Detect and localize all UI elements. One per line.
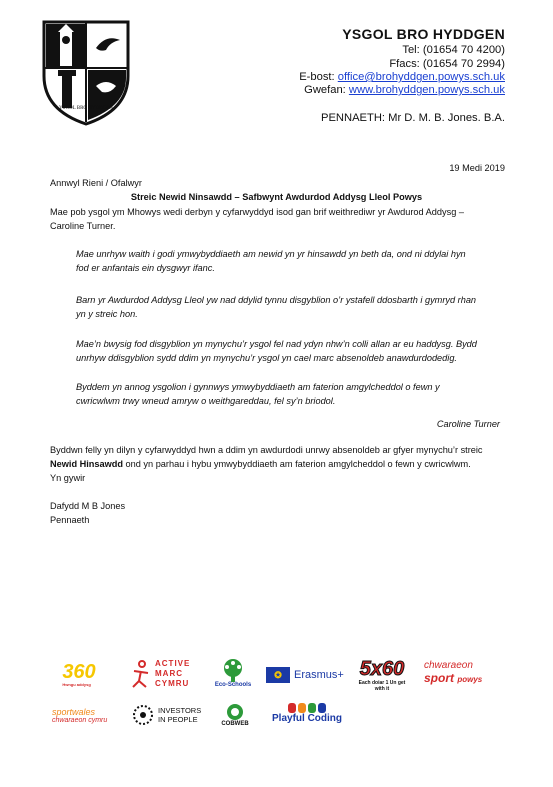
head-teacher: PENNAETH: Mr D. M. B. Jones. B.A. [320,112,505,124]
logo-eco-schools [210,652,256,694]
5x60-number: 5x60 [359,658,405,680]
intro-paragraph [50,206,500,234]
letter-date: 19 Medi 2019 [449,163,505,173]
playful-figures-icon [288,703,326,713]
quote-paragraph [76,248,496,276]
signature-name: Dafydd M B Jones [50,501,126,511]
email-label: E-bost: [299,71,338,83]
website-link[interactable]: www.brohyddgen.powys.sch.uk [348,84,505,96]
signature-title: Pennaeth [50,514,90,525]
cobweb-text: COBWEB [221,721,249,727]
website-label: Gwefan: [304,84,349,96]
eco-tree-icon [218,658,248,682]
signoff: Yn gywir [50,472,86,483]
quote-line: yn y streic hon. [76,308,138,319]
quote-paragraph [76,294,496,322]
logo-active-marc [130,656,202,692]
sport-text: sport [424,670,454,685]
school-crest [40,18,132,128]
closing-rest: ond yn parhau i hybu ymwybyddiaeth am faterion amgylcheddol o fewn y cwricwlwm. [123,458,471,469]
quote-line: fod er anfantais ein dysgwyr ifanc. [76,262,215,273]
cymru-text: CYMRU [155,679,190,688]
5x60-sub: Each doiar 1 Un get with it [358,680,406,692]
logo-chwaraeon-sport-powys [424,654,504,690]
closing-line: Byddwn felly yn dilyn y cyfarwyddyd hwn a ddim yn awdurdodi unrwy absenoldeb ar gfyer mynychu’r streic [50,445,483,455]
active-text: ACTIVE [155,659,191,668]
eu-flag-icon: ✪ [266,667,290,683]
website-line [304,84,505,96]
quote-author: Caroline Turner [436,419,500,429]
logo-360 [54,656,104,692]
investors-ring-icon [132,704,154,726]
quote-line: Mae unrhyw waith i godi ymwybyddiaeth am newid yn yr hinsawdd yn beth da, ond ni ddylai hyn [76,249,466,259]
quote-line: unrhyw ddisgyblion sydd ddim yn mynychu’r ysgol yn cael marc absenoldeb anawdurdodedig. [76,352,457,363]
quote-paragraph [76,338,496,366]
erasmus-text: Erasmus+ [294,669,344,681]
marc-text: MARC [155,669,183,678]
logo-360-number: 360 [62,660,96,683]
logo-5x60 [354,650,410,700]
quote-line: Mae’n bwysig fod disgyblion yn mynychu’r ysgol fel nad ydyn nhw’n colli allan ar eu haddysg. Bydd [76,339,477,349]
fax: Ffacs: (01654 70 2994) [389,58,505,70]
closing-paragraph [50,444,500,485]
quote-line: Byddem yn annog ysgolion i gynnwys ymwybyddiaeth am faterion amgylcheddol o fewn y [76,382,440,392]
email-link[interactable]: office@brohyddgen.powys.sch.uk [337,71,505,83]
in-people-text: IN PEOPLE [158,715,198,724]
logo-investors-in-people [132,700,204,730]
quote-line: cwricwlwm trwy wneud amryw o weithgareddau, fel sy’n briodol. [76,395,336,406]
closing-line [50,458,500,472]
logo-sport-wales [52,702,112,728]
logo-cobweb [208,700,262,730]
telephone: Tel: (01654 70 4200) [402,44,505,56]
playful-coding-text: Playful Coding [272,712,342,724]
sportwales-text: sportwales [52,706,96,717]
quote-paragraph [76,381,496,409]
email-line [299,71,505,83]
quote-line: Barn yr Awdurdod Addysg Lleol yw nad ddylid tynnu disgyblion o’r ystafell ddosbarth i gymryd rhan [76,295,477,305]
intro-line: Caroline Turner. [50,220,116,231]
logo-360-sub: Hwngu addysg [62,681,91,687]
signature-block [50,500,500,528]
chwaraeon-text: chwaraeon [424,659,473,671]
crest-motto: YSGOL BRO HYDDGEN [59,106,113,111]
closing-emphasis: Newid Hinsawdd [50,458,123,469]
cobweb-icon [225,703,245,721]
letter-subject: Streic Newid Ninsawdd – Safbwynt Awdurdod Addysg Lleol Powys [130,192,423,202]
logo-playful-coding [268,696,346,730]
chwaraeon-cymru-text: chwaraeon cymru [52,716,108,724]
investors-text: INVESTORS [158,706,202,715]
logo-erasmus [266,664,350,686]
eco-text: Eco-Schools [214,682,252,688]
intro-line: Mae pob ysgol ym Mhowys wedi derbyn y cyfarwyddyd isod gan brif weithrediwr yr Awdurod Addysg – [50,207,464,217]
active-figure-icon [130,659,152,689]
powys-text: powys [457,674,483,684]
school-name: YSGOL BRO HYDDGEN [342,26,505,42]
salutation: Annwyl Rieni / Ofalwyr [50,178,142,188]
